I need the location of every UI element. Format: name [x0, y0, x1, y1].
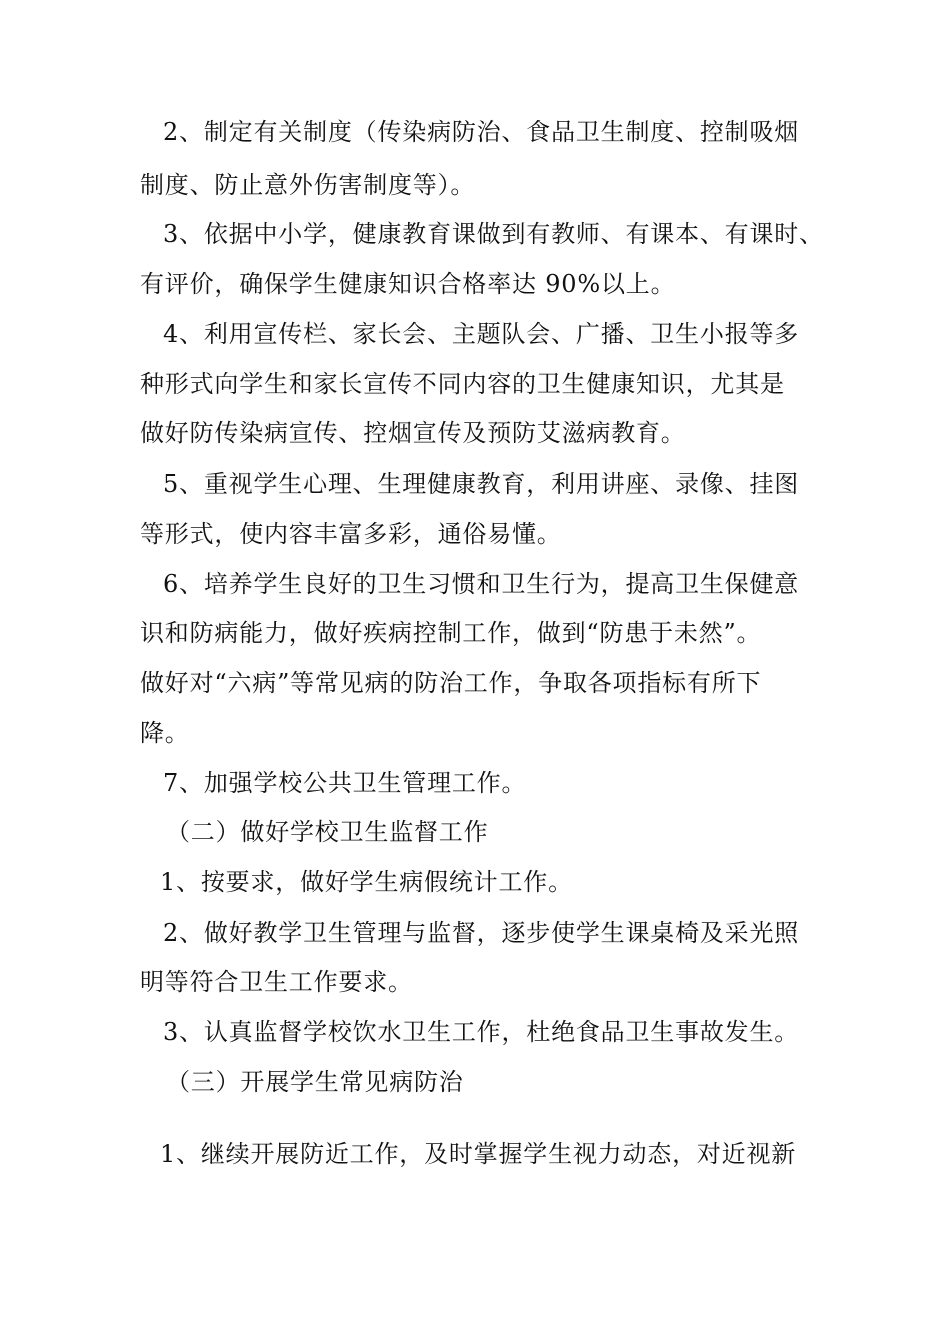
item-3-line-1: 3、依据中小学，健康教育课做到有教师、有课本、有课时、	[163, 220, 824, 248]
item-5-line-1: 5、重视学生心理、生理健康教育，利用讲座、录像、挂图	[163, 470, 800, 498]
item-4-line-3: 做好防传染病宣传、控烟宣传及预防艾滋病教育。	[140, 419, 686, 447]
item-6-line-1: 6、培养学生良好的卫生习惯和卫生行为，提高卫生保健意	[163, 570, 800, 598]
sec2-item-2-line-2: 明等符合卫生工作要求。	[140, 968, 413, 996]
item-6-line-4: 降。	[140, 719, 190, 747]
item-6-line-3: 做好对“六病”等常见病的防治工作，争取各项指标有所下	[140, 669, 762, 697]
sec2-item-2-line-1: 2、做好教学卫生管理与监督，逐步使学生课桌椅及采光照	[163, 919, 800, 947]
item-3-line-2: 有评价，确保学生健康知识合格率达 90%以上。	[140, 270, 676, 298]
item-2-line-2: 制度、防止意外伤害制度等）。	[140, 171, 476, 199]
sec2-item-1-line-1: 1、按要求，做好学生病假统计工作。	[160, 868, 573, 896]
sec2-item-3-line-1: 3、认真监督学校饮水卫生工作，杜绝食品卫生事故发生。	[163, 1018, 800, 1046]
item-5-line-2: 等形式，使内容丰富多彩，通俗易懂。	[140, 520, 562, 548]
item-2-line-1: 2、制定有关制度（传染病防治、食品卫生制度、控制吸烟	[163, 118, 800, 146]
item-4-line-2: 种形式向学生和家长宣传不同内容的卫生健康知识，尤其是	[140, 370, 785, 398]
section-3-heading: （三）开展学生常见病防治	[166, 1068, 464, 1096]
section-2-heading: （二）做好学校卫生监督工作	[166, 818, 489, 846]
sec3-item-1-line-1: 1、继续开展防近工作，及时掌握学生视力动态，对近视新	[160, 1140, 797, 1168]
item-4-line-1: 4、利用宣传栏、家长会、主题队会、广播、卫生小报等多	[163, 320, 800, 348]
item-6-line-2: 识和防病能力，做好疾病控制工作，做到“防患于未然”。	[140, 619, 762, 647]
item-7-line-1: 7、加强学校公共卫生管理工作。	[163, 769, 527, 797]
